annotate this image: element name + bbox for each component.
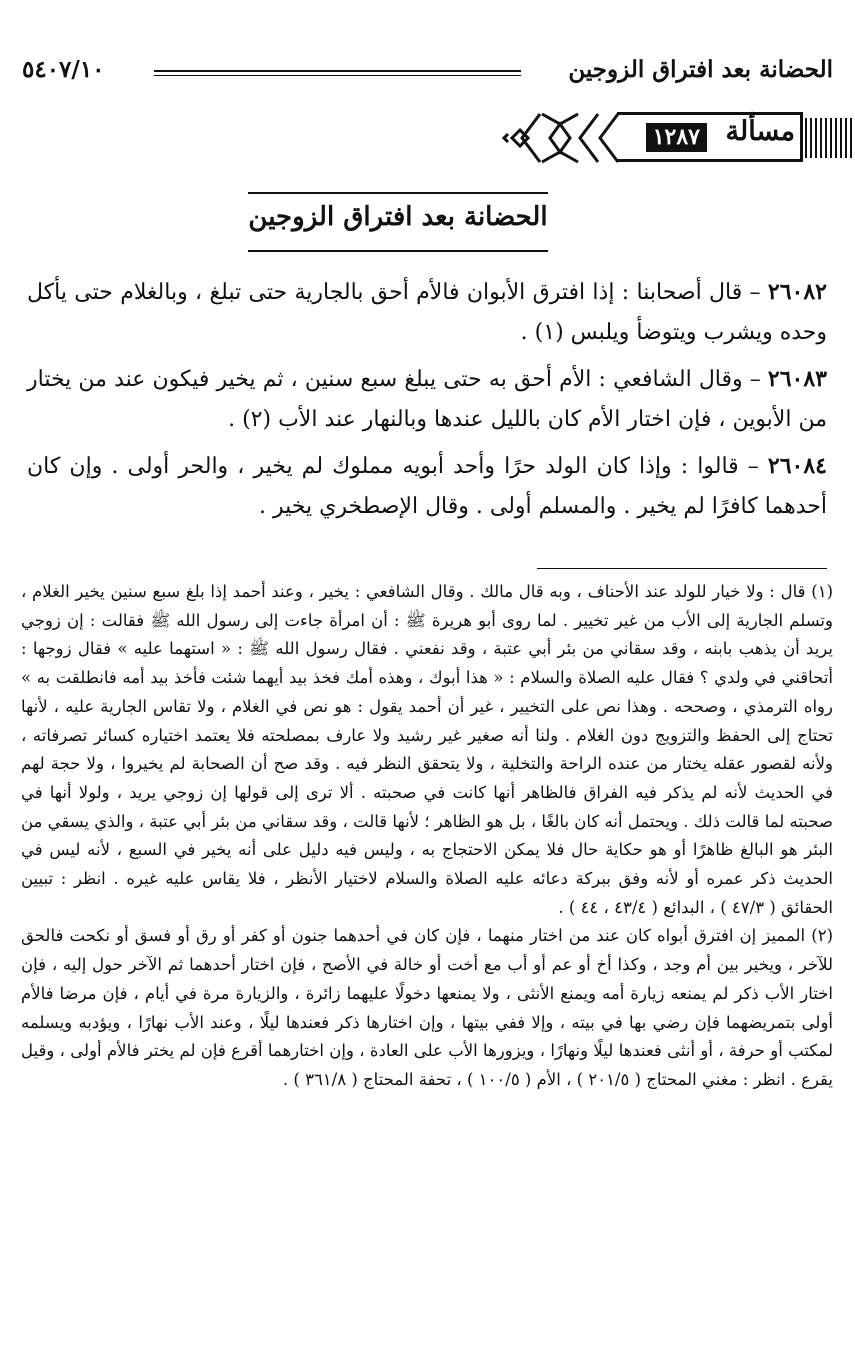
footnote: (٢) المميز إن افترق أبواه كان عند من اختار منهما ، فإن كان في أحدهما جنون أو كفر أو رق أو فسق أو نكحت فالحق للآخر ، ويخير بين أم وجد ، وكذا أخ أو عم أو أب مع أخت أو خالة في الأصح ، فإن اختار أحدهما ثم الآخر حول إليه ، فإن اختار الأب ذكر لم يمنعه زيارة أمه ويمنع الأنثى ، ولا يمنعها دخولًا عليهما زائرة ، والزيارة مرة في أيام ، فإن مرضا فالأم أولى بتمريضهما فإن رضي بها في بيته ، وإلا ففي بيتها ، وإن اختارها ذكر فعندها ليلًا ، وعند الأب نهارًا ، ويؤدبه ويسلمه لمكتب أو حرفة ، أو أنثى فعندها ليلًا ونهارًا ، ويزورها الأب على العادة ، وإن اختارهما أقرع فإن لم يختر فالأم أولى ، وقيل يقرع . انظر : مغني المحتاج ( ٢٠١/٥ ) ، الأم ( ١٠٠/٥ ) ، تحفة المحتاج ( ٣٦١/٨ ) . xyxy=(21,926,833,1089)
page-reference: ٥٤٠٧/١٠ xyxy=(22,56,105,83)
footnote: (١) قال : ولا خيار للولد عند الأحناف ، وبه قال مالك . وقال الشافعي : يخير ، وعند أحمد إذا بلغ سبع سنين يخير الغلام ، وتسلم الجارية إلى الأب من غير تخيير . لما روى أبو هريرة ﷺ : أن امرأة جاءت إلى رسول الله ﷺ فقالت : إن زوجي يريد أن يذهب بابنه ، وقد سقاني من بئر أبي عتبة ، وقد نفعني . فقال رسول الله ﷺ : « استهما عليه » فقال زوجها : أتحاقني في ولدي ؟ فقال عليه الصلاة والسلام : « هذا أبوك ، وهذه أمك فخذ بيد أيهما شئت فأخذ بيد أمه فانطلقت به » رواه الترمذي ، وصححه . وهذا نص على التخيير ، غير أن أحمد يقول : هو نص في الغلام ، ولا تقاس الجارية عليه ، لأنها تحتاج إلى الحفظ والتزويج دون الغلام . ولنا أنه صغير غير رشيد ولا عارف بمصلحته فلا يعتمد اختياره كسائر تصرفاته ، ولأنه لقصور عقله يختار من عنده الراحة والتخلية ، ولا يتحقق النظر فيه . وقد صح أن الصحابة لم يخيروا ، ولا حجة لهم في الحديث لأنه لم يذكر فيه الفراق فالظاهر أنها كانت في صحبته . ألا ترى إلى قولها إن زوجي يريد ، ولولا أنها في صحبته لما قالت ذلك . ويحتمل أنه كان بالغًا ، بل هو الظاهر ؛ لأنها قالت ، وقد سقاني من بئر أبي عتبة ، والذي يسقي من البئر هو البالغ ظاهرًا أو هو حكاية حال فلا يمكن الاحتجاج به ، وليس فيه دليل على أنه يخير في السبع ، لأنه ليس في الحديث ذكر عمره أو لأنه وفق ببركة دعائه عليه الصلاة والسلام لاختيار الأنظر ، فلا يقاس عليه غيره . انظر : تبيين الحقائق ( ٤٧/٣ ) ، البدائع ( ٤٣/٤ ، ٤٤ ) . xyxy=(21,582,833,917)
paragraph-text: – قالوا : وإذا كان الولد حرًا وأحد أبويه مملوك لم يخير ، والحر أولى . وإن كان أحدهما كافرًا لم يخير . والمسلم أولى . وقال الإصطخري يخير . xyxy=(27,454,827,519)
paragraph xyxy=(27,446,827,527)
paragraph-number: ٢٦٠٨٤ xyxy=(767,453,827,479)
header-rule xyxy=(154,70,521,76)
heading-top-rule xyxy=(248,192,548,194)
running-header xyxy=(22,56,833,92)
main-text xyxy=(27,272,827,533)
paragraph-number: ٢٦٠٨٢ xyxy=(767,279,827,305)
striped-bar-ornament xyxy=(805,118,855,158)
footnotes xyxy=(21,578,833,1095)
masala-label: مسألة xyxy=(725,116,795,147)
masala-number: ١٢٨٧ xyxy=(646,123,707,152)
section-title: الحضانة بعد افتراق الزوجين xyxy=(248,202,548,232)
paragraph-number: ٢٦٠٨٣ xyxy=(767,366,827,392)
paragraph xyxy=(27,272,827,353)
paragraph-text: – قال أصحابنا : إذا افترق الأبوان فالأم أحق بالجارية حتى تبلغ ، وبالغلام حتى يأكل وحده ويشرب ويتوضأ ويلبس (١) . xyxy=(27,280,827,345)
paragraph-text: – وقال الشافعي : الأم أحق به حتى يبلغ سبع سنين ، ثم يخير فيكون عند من يختار من الأبوين ، فإن اختار الأم كان بالليل عندها وبالنهار عند الأب (٢) . xyxy=(27,367,827,432)
paragraph xyxy=(27,359,827,440)
masala-banner xyxy=(500,112,855,164)
footnote-separator xyxy=(537,568,827,569)
running-title: الحضانة بعد افتراق الزوجين xyxy=(568,56,833,83)
geometric-ornament-icon xyxy=(500,112,620,164)
heading-bottom-rule xyxy=(248,250,548,252)
section-heading xyxy=(248,192,548,252)
